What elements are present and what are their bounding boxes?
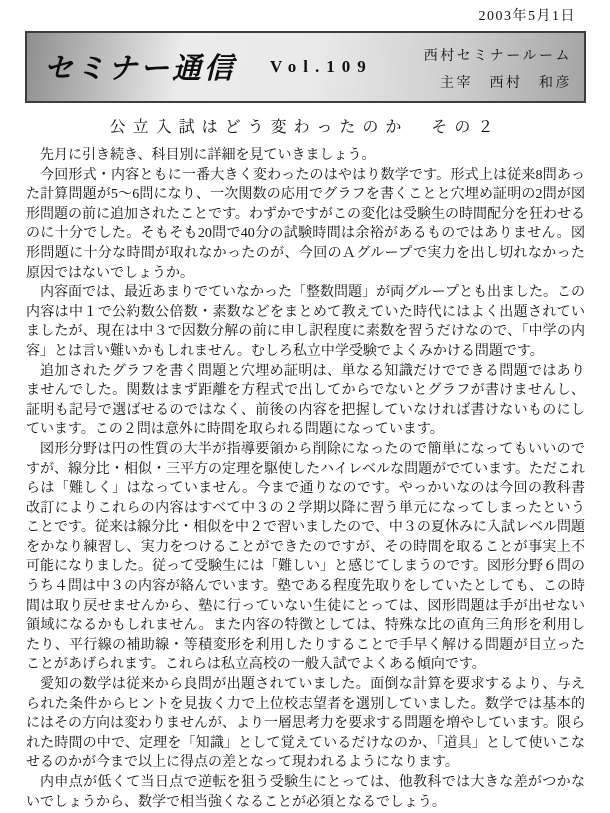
paragraph: 今回形式・内容ともに一番大きく変わったのはやはり数学です。形式上は従来8問あった計算問題が5～6問になり、一次関数の応用でグラフを書くことと穴埋め証明の2問が図形問題の前に追加されたことです。わずかですがこの変化は受験生の時間配分を狂わせるのに十分でした。そもそも20問で40分の試験時間は余裕があるものではありません。図形問題に十分な時間が取れなかったのが、今回のＡグループで実力を出し切れなかった原因ではないでしょうか。 <box>26 167 585 281</box>
article-title: 公立入試はどう変わったのか その２ <box>109 119 501 136</box>
paragraph: 先月に引き続き、科目別に詳細を見ていきましょう。 <box>40 148 376 163</box>
paragraph: 内申点が低くて当日点で逆転を狙う受験生にとっては、他教科では大きな差がつかないでしょうから、数学で相当強くなることが必須となるでしょう。 <box>26 775 585 810</box>
article-body <box>26 146 585 812</box>
volume-number: Vol.109 <box>270 57 373 76</box>
publisher-name: 主宰 西村 和彦 <box>440 76 572 91</box>
masthead-right-block <box>424 43 572 97</box>
paragraph: 愛知の数学は従来から良問が出題されていました。面倒な計算を要求するより、与えられた条件からヒントを見抜く力で上位校志望者を選別していました。数学では基本的にはその方向は変わりませんが、より一層思考力を要求する問題を増やしています。限られた時間の中で、定理を「知識」として覚えているだけなのか、「道具」として使いこなせるのかが今まで以上に得点の差となって現われるようになります。 <box>26 677 585 771</box>
paragraph: 図形分野は円の性質の大半が指導要領から削除になったので簡単になってもいいのですが、線分比・相似・三平方の定理を駆使したハイレベルな問題がでています。ただこれらは「難しく」はなっていません。今まで通りなのです。やっかいなのは今回の教科書改訂によりこれらの内容はすべて中３の２学期以降に習う単元になってしまったということです。従来は線分比・相似を中２で習いましたので、中３の夏休みに入試レベル問題をかなり練習し、実力をつけることができたのですが、その時間を取ることが事実上不可能になりました。従って受験生には「難しい」と感じてしまうのです。図形分野６問のうち４問は中３の内容が絡んでいます。塾である程度先取りをしていたとしても、この時間は取り戻せませんから、塾に行っていない生徒にとっては、図形問題は手が出せない領域になるかもしれません。また内容の特徴としては、特殊な比の直角三角形を利用したり、平行線の補助線・等積変形を利用したりすることで手早く解ける問題が目立ったことがあげられます。これらは私立高校の一般入試でよくある傾向です。 <box>26 441 585 673</box>
paragraph: 追加されたグラフを書く問題と穴埋め証明は、単なる知識だけでできる問題ではありませんでした。関数はまず距離を方程式で出してからでないとグラフが書けませんし、証明も記号で選ばせるのではなく、前後の内容を把握していなければ書けないものにしています。この２問は意外に時間を取られる問題になっています。 <box>26 363 585 438</box>
organization-name: 西村セミナールーム <box>423 49 572 64</box>
newsletter-title: セミナー通信 <box>44 53 237 85</box>
issue-date: 2003年5月1日 <box>478 9 576 24</box>
paragraph: 内容面では、最近あまりでていなかった「整数問題」が両グループとも出ました。この内容は中１で公約数公倍数・素数などをまとめて教えていた時代にはよく出題されていましたが、現在は中３で因数分解の前に申し訳程度に素数を習うだけなので、「中学の内容」とは言い難いかもしれません。むしろ私立中学受験でよくみかける問題です。 <box>26 285 585 359</box>
masthead-box <box>25 31 586 103</box>
